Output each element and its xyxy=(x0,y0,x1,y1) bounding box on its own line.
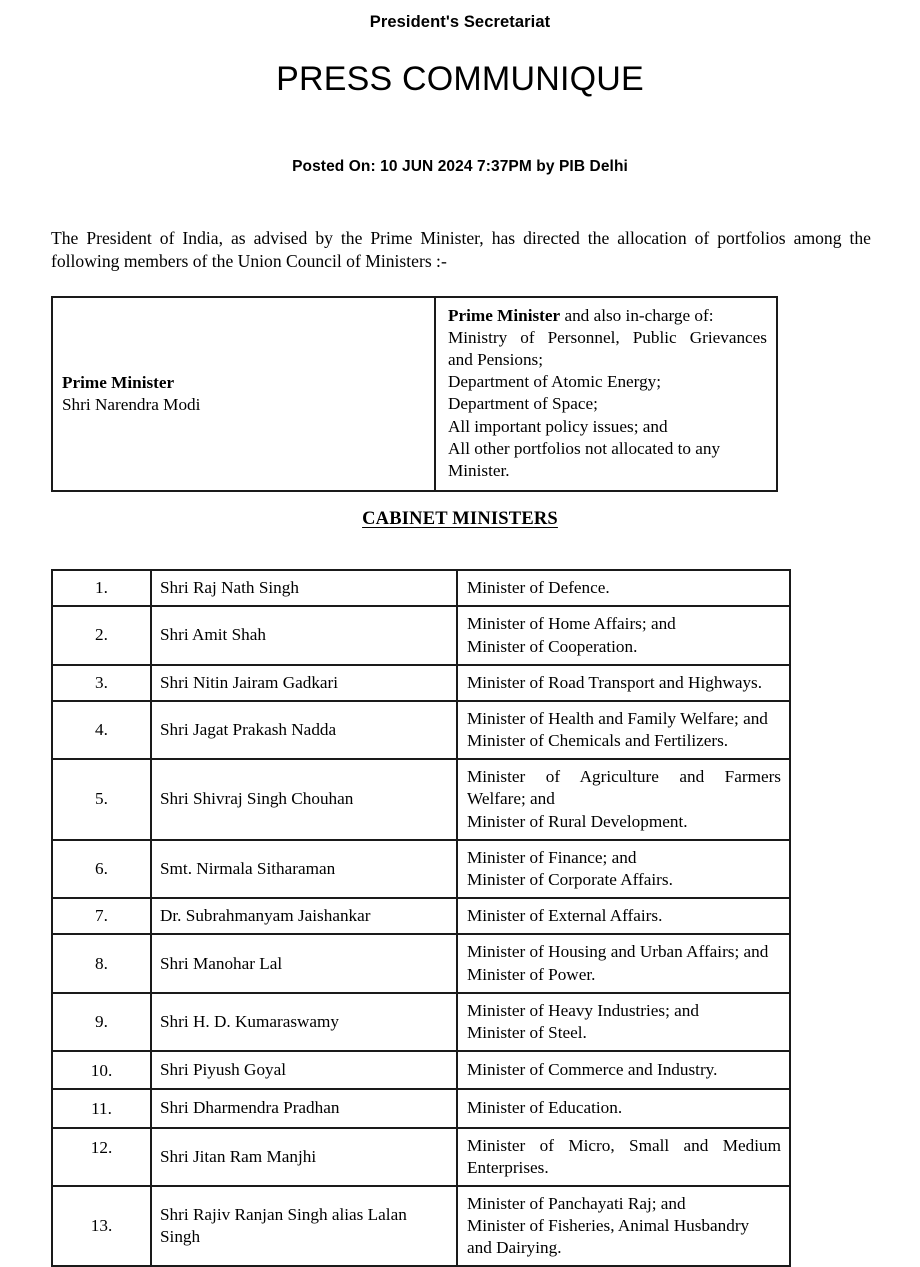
minister-serial-number: 5. xyxy=(52,759,151,840)
portfolio-line: Minister of Finance; and xyxy=(467,847,637,867)
pm-portfolio-line: Department of Space; xyxy=(448,394,598,414)
minister-serial-number: 4. xyxy=(52,701,151,759)
portfolio-line: Minister of Defence. xyxy=(467,578,610,598)
document-header xyxy=(0,0,920,176)
portfolio-line: Minister of Corporate Affairs. xyxy=(467,870,673,890)
pm-portfolio-line: Department of Atomic Energy; xyxy=(448,372,662,392)
table-row xyxy=(52,993,790,1051)
portfolio-line: Minister of Health and Family Welfare; and xyxy=(467,708,768,728)
minister-name: Shri Piyush Goyal xyxy=(151,1051,457,1089)
minister-serial-number: 7. xyxy=(52,898,151,934)
cabinet-ministers-heading xyxy=(0,509,920,530)
portfolio-line: Minister of Micro, Small and Medium xyxy=(467,1135,781,1155)
posted-on-line: Posted On: 10 JUN 2024 7:37PM by PIB Delhi xyxy=(292,157,628,175)
portfolio-line: Minister of Cooperation. xyxy=(467,636,638,656)
portfolio-line: Minister of Road Transport and Highways. xyxy=(467,672,763,692)
minister-name: Smt. Nirmala Sitharaman xyxy=(151,840,457,898)
table-row xyxy=(52,701,790,759)
portfolio-line: Minister of Power. xyxy=(467,964,596,984)
minister-portfolio xyxy=(457,570,790,606)
cabinet-ministers-table xyxy=(51,569,791,1267)
portfolio-line: Minister of Heavy Industries; and xyxy=(467,1000,699,1020)
minister-serial-number: 11. xyxy=(52,1089,151,1127)
minister-portfolio xyxy=(457,840,790,898)
minister-name: Dr. Subrahmanyam Jaishankar xyxy=(151,898,457,934)
portfolio-line: Minister of Chemicals and Fertilizers. xyxy=(467,731,729,751)
minister-name: Shri Raj Nath Singh xyxy=(151,570,457,606)
pm-portfolio-cell xyxy=(435,297,777,492)
minister-serial-number: 10. xyxy=(52,1051,151,1089)
pm-portfolio-line: All important policy issues; and xyxy=(448,416,668,436)
pm-name-cell xyxy=(52,297,435,492)
portfolio-line: Minister of Education. xyxy=(467,1098,623,1118)
pm-portfolio-lead-rest: and also in-charge of: xyxy=(560,305,714,325)
pm-portfolio-line: Ministry of Personnel, Public Grievances xyxy=(448,327,767,347)
minister-portfolio xyxy=(457,759,790,840)
prime-minister-table xyxy=(51,296,778,493)
portfolio-line: Minister of Housing and Urban Affairs; and xyxy=(467,942,769,962)
portfolio-line: Minister of Home Affairs; and xyxy=(467,614,676,634)
pm-portfolio-line: and Pensions; xyxy=(448,350,544,370)
table-row xyxy=(52,934,790,992)
portfolio-line: Minister of Panchayati Raj; and xyxy=(467,1193,686,1213)
table-row xyxy=(52,840,790,898)
minister-name: Shri Jitan Ram Manjhi xyxy=(151,1128,457,1186)
portfolio-line: Minister of Agriculture and Farmers xyxy=(467,767,781,787)
minister-portfolio xyxy=(457,993,790,1051)
minister-serial-number: 3. xyxy=(52,665,151,701)
portfolio-line: Minister of External Affairs. xyxy=(467,906,663,926)
secretariat-line: President's Secretariat xyxy=(369,13,551,31)
minister-serial-number: 12. xyxy=(52,1128,151,1186)
table-row xyxy=(52,665,790,701)
minister-name: Shri Amit Shah xyxy=(151,606,457,664)
pm-name-label: Shri Narendra Modi xyxy=(62,394,201,414)
portfolio-line: Minister of Commerce and Industry. xyxy=(467,1060,718,1080)
minister-serial-number: 8. xyxy=(52,934,151,992)
minister-portfolio xyxy=(457,1128,790,1186)
pm-role-label: Prime Minister xyxy=(62,372,175,392)
page-title: PRESS COMMUNIQUE xyxy=(276,59,644,98)
portfolio-line: and Dairying. xyxy=(467,1238,562,1258)
minister-name: Shri Nitin Jairam Gadkari xyxy=(151,665,457,701)
table-row xyxy=(52,759,790,840)
pm-portfolio-lead-bold: Prime Minister xyxy=(448,305,561,325)
minister-serial-number: 13. xyxy=(52,1186,151,1267)
portfolio-line: Minister of Fisheries, Animal Husbandry xyxy=(467,1216,750,1236)
intro-paragraph: The President of India, as advised by the Prime Minister, has directed the allocation of portfolios among the following members of the Union Council of Ministers :- xyxy=(51,227,871,272)
portfolio-line: Minister of Steel. xyxy=(467,1022,587,1042)
minister-portfolio xyxy=(457,934,790,992)
minister-name: Shri Dharmendra Pradhan xyxy=(151,1089,457,1127)
cabinet-ministers-table-body xyxy=(52,570,790,1266)
minister-portfolio xyxy=(457,701,790,759)
minister-portfolio xyxy=(457,1186,790,1267)
minister-name: Shri H. D. Kumaraswamy xyxy=(151,993,457,1051)
table-row xyxy=(52,898,790,934)
minister-portfolio xyxy=(457,606,790,664)
cabinet-ministers-heading-text: CABINET MINISTERS xyxy=(362,509,558,530)
pm-portfolio-line: All other portfolios not allocated to any xyxy=(448,438,721,458)
minister-name: Shri Rajiv Ranjan Singh alias Lalan Singh xyxy=(151,1186,457,1267)
table-row xyxy=(52,1051,790,1089)
minister-serial-number: 1. xyxy=(52,570,151,606)
table-row xyxy=(52,570,790,606)
minister-serial-number: 9. xyxy=(52,993,151,1051)
pm-portfolio-lead xyxy=(448,305,767,327)
minister-name: Shri Jagat Prakash Nadda xyxy=(151,701,457,759)
table-row xyxy=(52,1186,790,1267)
pm-portfolio-line: Minister. xyxy=(448,460,510,480)
minister-portfolio xyxy=(457,1089,790,1127)
minister-portfolio xyxy=(457,665,790,701)
portfolio-line: Welfare; and xyxy=(467,789,555,809)
minister-serial-number: 2. xyxy=(52,606,151,664)
table-row xyxy=(52,1089,790,1127)
minister-portfolio xyxy=(457,1051,790,1089)
minister-serial-number: 6. xyxy=(52,840,151,898)
portfolio-line: Enterprises. xyxy=(467,1157,549,1177)
table-row xyxy=(52,606,790,664)
table-row xyxy=(52,1128,790,1186)
portfolio-line: Minister of Rural Development. xyxy=(467,811,688,831)
minister-name: Shri Manohar Lal xyxy=(151,934,457,992)
minister-portfolio xyxy=(457,898,790,934)
table-row xyxy=(52,297,777,492)
minister-name: Shri Shivraj Singh Chouhan xyxy=(151,759,457,840)
